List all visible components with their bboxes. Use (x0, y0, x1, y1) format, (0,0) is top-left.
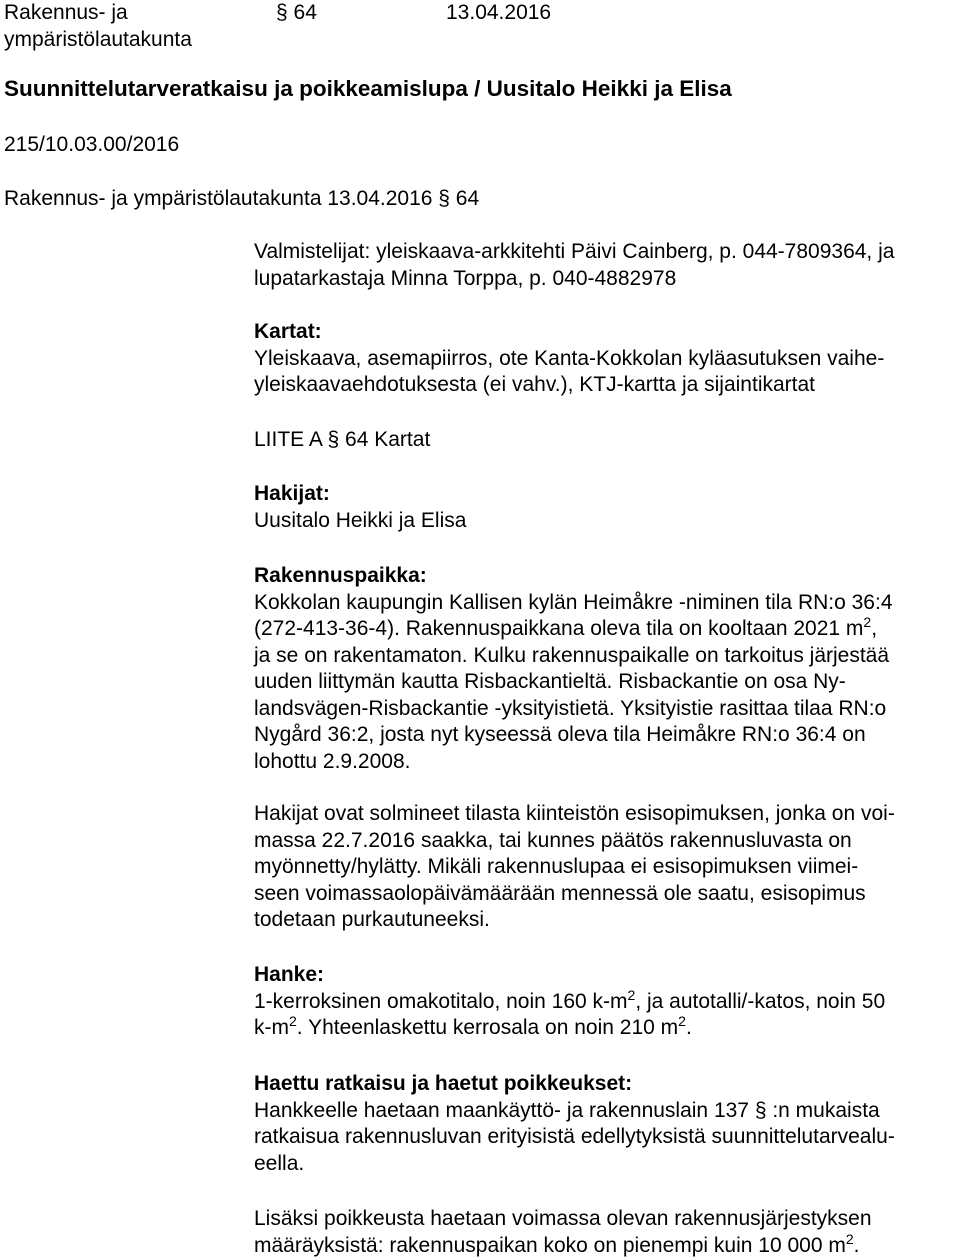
maps-heading: Kartat: (254, 320, 322, 343)
superscript-2: 2 (845, 1230, 854, 1247)
site-line-4: uuden liittymän kautta Risbackantieltä. Risbackantie on osa Ny- (254, 670, 846, 693)
meeting-date: 13.04.2016 (446, 1, 552, 24)
site-line-3: ja se on rakentamaton. Kulku rakennuspaikalle on tarkoitus järjestää (254, 643, 890, 667)
site-block (254, 563, 960, 775)
site-line-2-text: (272-413-36-4). Rakennuspaikkana oleva tila on kooltaan 2021 m (254, 617, 864, 640)
superscript-2: 2 (678, 1013, 686, 1029)
exception-line-1: Lisäksi poikkeusta haetaan voimassa olevan rakennusjärjestyksen (254, 1207, 872, 1230)
project-line-2: $k-m^2$. Yhteenlaskettu kerrosala on noin 210 $m^2$. (254, 1013, 692, 1039)
requested-heading: Haettu ratkaisu ja haetut poikkeukset: (254, 1072, 633, 1095)
preagreement-line-5: todetaan purkautuneeksi. (254, 908, 490, 931)
applicants-block (254, 481, 960, 534)
requested-line-2: ratkaisua rakennusluvan erityisistä edellytyksistä suunnittelutarvealu- (254, 1125, 895, 1148)
superscript-2: 2 (863, 614, 872, 630)
site-heading: Rakennuspaikka: (254, 564, 427, 587)
site-line-5: landsvägen-Risbackantie -yksityistietä. Yksityistie rasittaa tilaa RN:o (254, 696, 887, 720)
preagreement-line-3: myönnetty/hylätty. Mikäli rakennuslupaa ei esisopimuksen viimei- (254, 855, 859, 878)
preagreement-line-1: Hakijat ovat solmineet tilasta kiinteistön esisopimuksen, jonka on voi- (254, 802, 895, 825)
section-number: § 64 (276, 1, 317, 24)
project-line-1: 1-kerroksinen omakotitalo, noin 160 $k-m^2$, ja autotalli/-katos, noin 50 (254, 986, 886, 1013)
header-organization (4, 0, 192, 53)
maps-line-2: yleiskaavaehdotuksesta (ei vahv.), KTJ-kartta ja sijaintikartat (254, 373, 816, 396)
exception-block (254, 1206, 960, 1259)
site-line-2: (272-413-36-4). Rakennuspaikkana oleva tila on kooltaan 2021 $m^2$, (254, 614, 878, 640)
requested-block (254, 1071, 960, 1177)
org-line-2: ympäristölautakunta (4, 27, 192, 51)
preparers-line-1: Valmistelijat: yleiskaava-arkkitehti Päivi Cainberg, p. 044-7809364, ja (254, 240, 895, 263)
applicants-heading: Hakijat: (254, 482, 330, 505)
attachment-line (254, 427, 960, 454)
project-block (254, 962, 960, 1042)
superscript-2: 2 (627, 986, 636, 1003)
site-line-1: Kokkolan kaupungin Kallisen kylän Heimåkre -niminen tila RN:o 36:4 (254, 590, 893, 614)
maps-line-1: Yleiskaava, asemapiirros, ote Kanta-Kokkolan kyläasutuksen vaihe- (254, 346, 885, 370)
meeting-reference: Rakennus- ja ympäristölautakunta 13.04.2016 § 64 (4, 187, 480, 210)
preagreement-line-2: massa 22.7.2016 saakka, tai kunnes päätös rakennusluvasta on (254, 828, 852, 852)
page-title: Suunnittelutarveratkaisu ja poikkeamislupa / Uusitalo Heikki ja Elisa (4, 76, 732, 101)
requested-line-1: Hankkeelle haetaan maankäyttö- ja rakennuslain 137 § :n mukaista (254, 1098, 880, 1122)
preparers-line-2: lupatarkastaja Minna Torppa, p. 040-4882978 (254, 266, 677, 290)
site-line-6: Nygård 36:2, josta nyt kyseessä oleva tila Heimåkre RN:o 36:4 on (254, 723, 866, 746)
preagreement-line-4: seen voimassaolopäivämäärään mennessä ole saatu, esisopimus (254, 881, 866, 905)
preagreement-block (254, 801, 960, 934)
exception-line-2: määräyksistä: rakennuspaikan koko on pienempi kuin 10 000 $m^2$. (254, 1230, 860, 1257)
requested-line-3: eella. (254, 1151, 305, 1175)
applicants-value: Uusitalo Heikki ja Elisa (254, 508, 467, 532)
site-line-7: lohottu 2.9.2008. (254, 749, 411, 773)
org-line-1: Rakennus- ja (4, 1, 128, 24)
superscript-2: 2 (289, 1013, 297, 1029)
preparers-block (254, 239, 960, 292)
project-heading: Hanke: (254, 963, 325, 986)
maps-block (254, 319, 960, 399)
attachment-text: LIITE A § 64 Kartat (254, 428, 431, 451)
diary-number: 215/10.03.00/2016 (4, 133, 180, 156)
